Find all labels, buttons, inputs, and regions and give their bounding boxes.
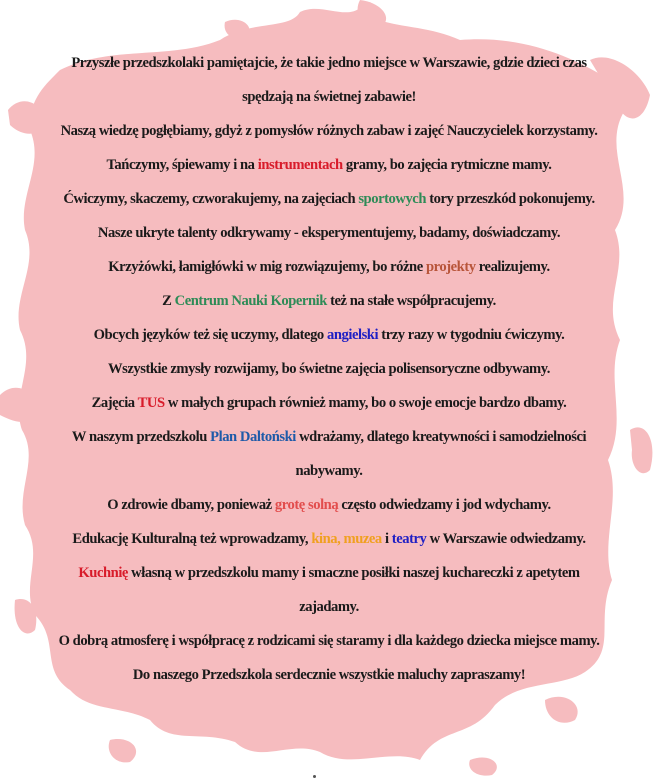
line-text: tory przeszkód pokonujemy. — [426, 191, 595, 207]
line-text: Obcych języków też się uczymy, dlatego — [93, 327, 327, 343]
line-text: własną w przedszkolu mamy i smaczne posiłki naszej kuchareczki z apetytem — [127, 565, 580, 581]
poem-line — [0, 80, 658, 114]
line-text: W naszym przedszkolu — [71, 429, 211, 445]
poem-line — [0, 284, 658, 318]
poem-line — [0, 318, 658, 352]
poem-line — [0, 352, 658, 386]
line-text: Tańczymy, śpiewamy i na — [106, 157, 258, 173]
highlighted-word: teatry — [391, 531, 427, 547]
highlighted-word: Kuchnię — [78, 565, 128, 581]
line-text: Edukację Kulturalną też wprowadzamy, — [72, 531, 312, 547]
line-text: Do naszego Przedszkola serdecznie wszystkie maluchy zapraszamy! — [132, 667, 526, 683]
highlighted-word: Plan Daltoński — [210, 429, 296, 445]
line-text: często odwiedzamy i jod wdychamy. — [338, 497, 551, 513]
highlighted-word: sportowych — [358, 191, 426, 207]
poem-line — [0, 46, 658, 80]
line-text: w małych grupach również mamy, bo o swoje emocje bardzo dbamy. — [164, 395, 567, 411]
line-text: wdrażamy, dlatego kreatywności i samodzielności — [295, 429, 587, 445]
line-text: Naszą wiedzę pogłębiamy, gdyż z pomysłów różnych zabaw i zajęć Nauczycielek korzystamy. — [60, 123, 598, 139]
line-text: nabywamy. — [295, 463, 363, 479]
poem-line — [0, 386, 658, 420]
highlighted-word: Centrum Nauki Kopernik — [174, 293, 327, 309]
line-text: i — [381, 531, 392, 547]
highlighted-word: angielski — [326, 327, 379, 343]
poem-line — [0, 148, 658, 182]
line-text: spędzają na świetnej zabawie! — [242, 89, 416, 105]
poem-line — [0, 556, 658, 590]
line-text: Ćwiczymy, skaczemy, czworakujemy, na zajęciach — [63, 191, 359, 207]
highlighted-word: grotę solną — [274, 497, 339, 513]
poem-line — [0, 114, 658, 148]
poem-line — [0, 590, 658, 624]
highlighted-word: kina, muzea — [311, 531, 382, 547]
highlighted-word: TUS — [137, 395, 165, 411]
poem-line — [0, 182, 658, 216]
line-text: też na stałe współpracujemy. — [326, 293, 496, 309]
poem-text-block — [0, 46, 658, 692]
highlighted-word: instrumentach — [257, 157, 343, 173]
poem-line — [0, 658, 658, 692]
line-text: trzy razy w tygodniu ćwiczymy. — [378, 327, 565, 343]
line-text: w Warszawie odwiedzamy. — [426, 531, 586, 547]
poem-line — [0, 420, 658, 454]
bottom-dot — [313, 775, 316, 778]
poem-line — [0, 216, 658, 250]
poem-line — [0, 454, 658, 488]
line-text: O zdrowie dbamy, ponieważ — [107, 497, 275, 513]
line-text: zajadamy. — [299, 599, 359, 615]
line-text: Zajęcia — [91, 395, 138, 411]
line-text: realizujemy. — [475, 259, 550, 275]
poem-line — [0, 488, 658, 522]
line-text: Wszystkie zmysły rozwijamy, bo świetne zajęcia polisensoryczne odbywamy. — [108, 361, 550, 377]
highlighted-word: projekty — [425, 259, 476, 275]
line-text: Z — [162, 293, 175, 309]
line-text: gramy, bo zajęcia rytmiczne mamy. — [342, 157, 552, 173]
line-text: Przyszłe przedszkolaki pamiętajcie, że takie jedno miejsce w Warszawie, gdzie dzieci czas — [71, 55, 587, 71]
poem-line — [0, 624, 658, 658]
line-text: Nasze ukryte talenty odkrywamy - eksperymentujemy, badamy, doświadczamy. — [97, 225, 561, 241]
poem-line — [0, 522, 658, 556]
line-text: Krzyżówki, łamigłówki w mig rozwiązujemy, bo różne — [108, 259, 426, 275]
line-text: O dobrą atmosferę i współpracę z rodzicami się staramy i dla każdego dziecka miejsce mamy. — [58, 633, 600, 649]
poem-line — [0, 250, 658, 284]
